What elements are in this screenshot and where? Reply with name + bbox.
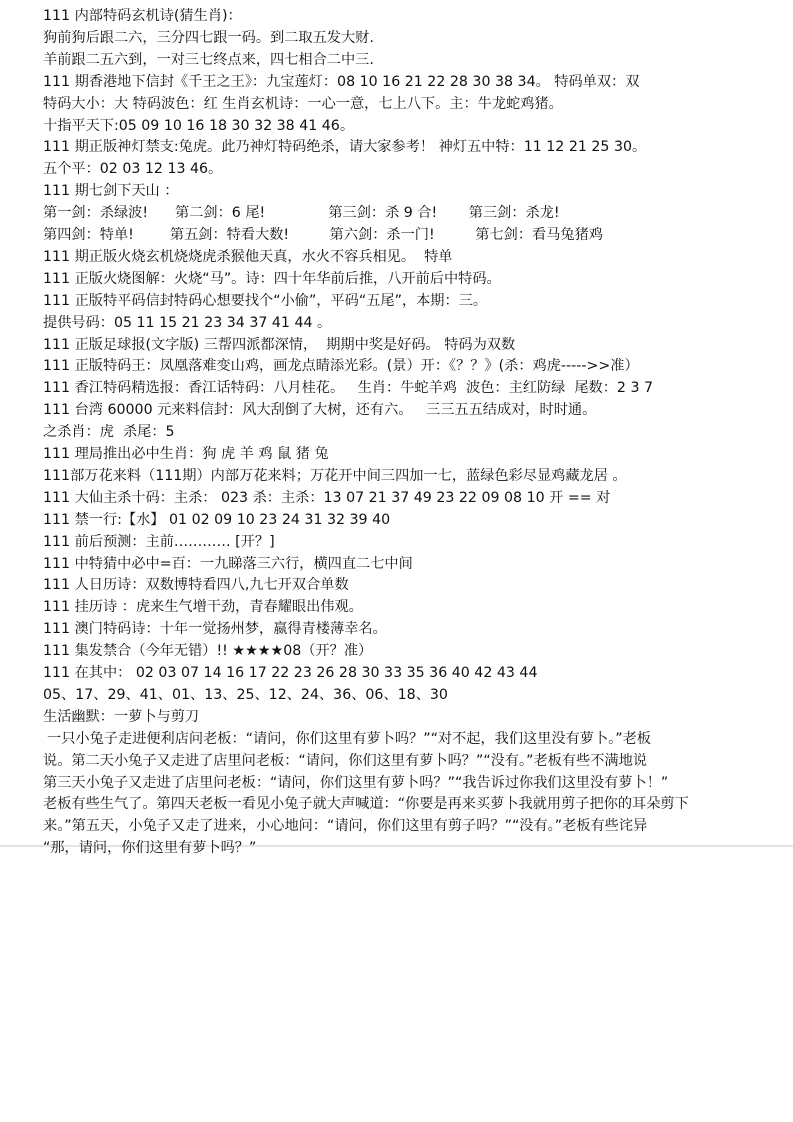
text-line: 111 大仙主杀十码：主杀： 023 杀：主杀：13 07 21 37 49 23 22 09 08 10 开 == 对 — [43, 489, 611, 506]
text-line: 特码大小：大 特码波色：红 生肖玄机诗：一心一意，七上八下。主：牛龙蛇鸡猪。 — [43, 95, 563, 112]
text-line: 生活幽默：一萝卜与剪刀 — [43, 708, 200, 725]
text-line: 来。”第五天，小兔子又走了进来，小心地问：“请问，你们这里有剪子吗？”“没有。”老板有些诧异 — [43, 818, 648, 835]
text-line: 111 人日历诗：双数博特看四八,九七开双合单数 — [43, 577, 349, 594]
text-line: 第三天小兔子又走进了店里问老板：“请问，你们这里有萝卜吗？”“我告诉过你我们这里没有萝卜！” — [43, 774, 669, 791]
text-line: 111 挂历诗 ：虎来生气增干劲，青春耀眼出伟观。 — [43, 599, 363, 616]
text-line: 111 禁一行:【水】 01 02 09 10 23 24 31 32 39 40 — [43, 511, 391, 528]
text-line: 111 期香港地下信封《千王之王》：九宝莲灯：08 10 16 21 22 28 30 38 34。 特码单双：双 — [43, 73, 640, 90]
text-line: 111 集发禁合（今年无错）!! ★★★★08（开？准） — [43, 643, 373, 660]
text-line: 111 在其中： 02 03 07 14 16 17 22 23 26 28 30 33 35 36 40 42 43 44 — [43, 665, 538, 681]
text-line: 十指平天下:05 09 10 16 18 30 32 38 41 46。 — [43, 117, 355, 134]
text-line: 111 台湾 60000 元来料信封：风大刮倒了大树，还有六。 三三五五结成对，时时通。 — [43, 402, 597, 419]
text-line: 111 理局推出必中生肖：狗 虎 羊 鸡 鼠 猪 兔 — [43, 446, 329, 462]
text-line: 羊前跟二五六到，一对三七终点来，四七相合二中三. — [43, 51, 374, 68]
text-line: 111 正版足球报(文字版) 三帮四派都深情， 期期中奖是好码。 特码为双数 — [43, 336, 516, 353]
text-line: 一只小兔子走进便利店问老板：“请问，你们这里有萝卜吗？”“对不起，我们这里没有萝卜。”老板 — [47, 730, 651, 747]
text-line: 111部万花来料（111期）内部万花来料；万花开中间三四加一七，蓝绿色彩尽显鸡藏龙居 。 — [43, 467, 627, 484]
text-line: 第一剑：杀绿波! 第二剑：6 尾! 第三剑：杀 9 合! 第三剑：杀龙! — [43, 205, 560, 222]
text-line: 111 正版特码王：凤凰落难变山鸡，画龙点睛添光彩。(景）开：《？？》(杀：鸡虎----->>准） — [43, 358, 639, 375]
text-line: 111 澳门特码诗：十年一觉扬州梦，嬴得青楼薄幸名。 — [43, 621, 387, 638]
text-line: 111 前后预测：主前………… [开？] — [43, 533, 275, 550]
text-line: 第四剑：特单! 第五剑：特看大数! 第六剑：杀一门! 第七剑：看马兔猪鸡 — [43, 227, 603, 243]
text-line: 提供号码：05 11 15 21 23 34 37 41 44 。 — [43, 314, 332, 331]
text-line: “那，请问，你们这里有萝卜吗？” — [43, 840, 257, 857]
text-line: 说。第二天小兔子又走进了店里问老板：“请问，你们这里有萝卜吗？”“没有。”老板有些不满地说 — [43, 752, 647, 769]
text-line: 111 期正版神灯禁支:兔虎。此乃神灯特码绝杀，请大家参考！ 神灯五中特：11 12 21 25 30。 — [43, 139, 647, 156]
text-line: 111 期正版火烧玄机烧烧虎杀猴他天真，水火不容兵相见。 特单 — [43, 248, 453, 265]
text-line: 狗前狗后跟二六，三分四七跟一码。到二取五发大财. — [43, 29, 374, 46]
text-line: 111 中特猜中必中=百：一九睇落三六行，横四直二七中间 — [43, 555, 413, 572]
text-line: 111 期七剑下天山 ： — [43, 183, 179, 200]
text-line: 111 正版特平码信封特码心想要找个“小偷”，平码“五尾”，本期：三。 — [43, 292, 488, 309]
text-line: 111 内部特码玄机诗(猜生肖)： — [43, 8, 242, 24]
text-line: 老板有些生气了。第四天老板一看见小兔子就大声喊道：“你要是再来买萝卜我就用剪子把你的耳朵剪下 — [43, 796, 689, 813]
text-line: 111 香江特码精选报：香江话特码：八月桂花。 生肖：牛蛇羊鸡 波色：主红防绿 尾数：2 3 7 — [43, 380, 654, 397]
text-line: 111 正版火烧图解：火烧“马”。诗：四十年华前后推，八开前后中特码。 — [43, 270, 501, 287]
text-line: 五个平：02 03 12 13 46。 — [43, 161, 223, 178]
text-line: 05、17、29、41、01、13、25、12、24、36、06、18、30 — [43, 686, 448, 703]
text-line: 之杀肖：虎 杀尾：5 — [43, 424, 175, 441]
